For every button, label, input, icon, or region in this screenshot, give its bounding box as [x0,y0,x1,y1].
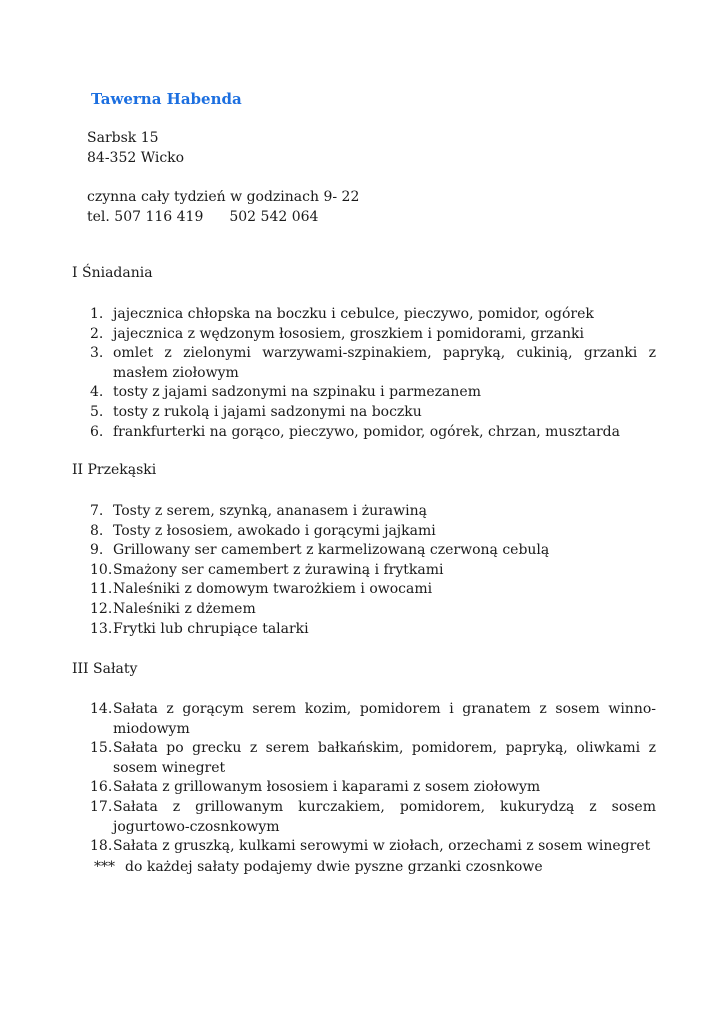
section-heading-snacks: II Przekąski [72,462,157,478]
list-item [90,502,656,522]
phone-primary: tel. 507 116 419 [87,209,204,225]
item-number: 18. [90,838,113,855]
list-item [90,383,656,403]
note-text: do każdej sałaty podajemy dwie pyszne grzanki czosnkowe [125,859,543,875]
list-item [90,325,656,345]
list-item [90,403,656,423]
item-text: tosty z rukolą i jajami sadzonymi na boczku [113,403,422,420]
item-number: 6. [90,423,104,440]
item-text: tosty z jajami sadzonymi na szpinaku i parmezanem [113,384,481,401]
item-text: Tosty z serem, szynką, ananasem i żurawiną [113,503,427,519]
item-number: 9. [90,542,104,559]
opening-hours: czynna cały tydzień w godzinach 9- 22 [87,189,360,205]
list-item [90,778,656,798]
item-number: 5. [90,403,104,420]
list-item [90,541,656,561]
item-text: Naleśniki z dżemem [113,600,256,617]
item-text: Naleśniki z domowym twarożkiem i owocami [113,581,433,598]
list-item [90,561,656,581]
item-text: Frytki lub chrupiące talarki [113,620,309,637]
list-item [90,305,656,325]
section-heading-breakfast: I Śniadania [72,265,153,281]
item-number: 15. [90,740,113,757]
list-item [90,739,656,778]
list-item [90,522,656,542]
item-number: 10. [90,561,113,578]
address-street: Sarbsk 15 [87,130,159,146]
list-item [90,344,656,383]
address-block [87,128,184,168]
item-number: 7. [90,503,104,519]
item-number: 13. [90,620,113,637]
item-number: 4. [90,384,104,401]
item-text: omlet z zielonymi warzywami-szpinakiem, papryką, cukinią, grzanki z masłem ziołowym [113,345,656,381]
item-text: Grillowany ser camembert z karmelizowaną czerwoną cebulą [113,542,550,559]
item-number: 3. [90,345,104,362]
item-text: Sałata z grillowanym łososiem i kaparami z sosem ziołowym [113,779,541,796]
item-number: 11. [90,581,113,598]
note-asterisks: *** [94,859,115,875]
item-number: 2. [90,325,104,342]
item-text: jajecznica z wędzonym łososiem, groszkiem i pomidorami, grzanki [113,325,585,342]
list-item [90,423,656,443]
item-number: 16. [90,779,113,796]
item-text: Sałata z gorącym serem kozim, pomidorem i granatem z sosem winno-miodowym [113,701,656,737]
item-text: frankfurterki na gorąco, pieczywo, pomidor, ogórek, chrzan, musztarda [113,423,620,440]
item-number: 17. [90,798,113,815]
item-number: 12. [90,600,113,617]
item-text: Tosty z łososiem, awokado i gorącymi jajkami [113,522,436,539]
list-item [90,600,656,620]
item-number: 1. [90,306,104,322]
phone-secondary: 502 542 064 [229,209,319,225]
item-text: Sałata z grillowanym kurczakiem, pomidorem, kukurydzą z sosem jogurtowo-czosnkowym [113,798,656,835]
list-item [90,837,656,857]
list-item [90,798,656,837]
address-postal: 84-352 Wicko [87,150,185,166]
item-number: 14. [90,701,113,717]
phone-numbers [87,207,359,227]
snacks-list [90,502,656,639]
salad-note [94,859,543,875]
contact-block [87,187,359,227]
list-item [90,580,656,600]
restaurant-name: Tawerna Habenda [91,90,242,108]
item-text: Sałata z gruszką, kulkami serowymi w ziołach, orzechami z sosem winegret [113,838,651,855]
item-text: jajecznica chłopska na boczku i cebulce, pieczywo, pomidor, ogórek [113,306,594,322]
item-text: Smażony ser camembert z żurawiną i frytkami [113,561,444,578]
breakfast-list [90,305,656,442]
salads-list [90,700,656,857]
list-item [90,700,656,739]
item-text: Sałata po grecku z serem bałkańskim, pomidorem, papryką, oliwkami z sosem winegret [113,740,656,776]
item-number: 8. [90,522,104,539]
section-heading-salads: III Sałaty [72,661,138,677]
list-item [90,620,656,640]
